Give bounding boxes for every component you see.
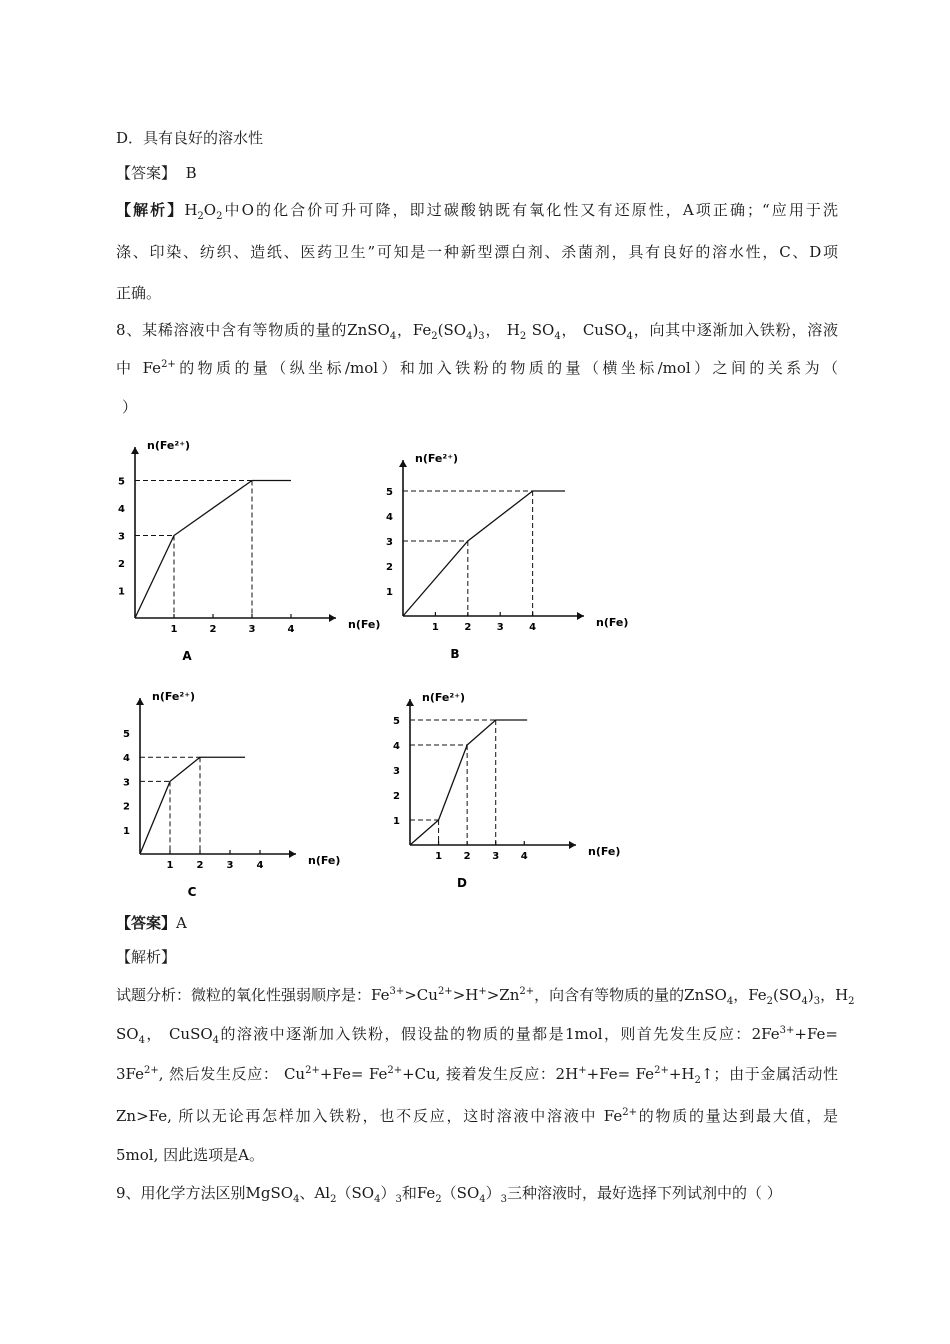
explanation-8-line-5: 5mol, 因此选项是A。 (116, 1146, 264, 1164)
explanation-7-line-1: 【解析】$H_2O_2$中O的化合价可升可降，即过碳酸钠既有氧化性又有还原性，A项正确；“应用于洗 (116, 201, 838, 222)
y-tick-label: 4 (123, 753, 130, 765)
graph-b (378, 448, 629, 661)
x-tick-label: 2 (463, 851, 471, 862)
data-line (403, 491, 565, 616)
y-tick-label: 3 (123, 777, 130, 789)
y-tick-label: 1 (118, 586, 125, 598)
y-axis-arrow (131, 447, 139, 454)
graph-a (110, 439, 381, 670)
data-line (410, 720, 527, 845)
y-tick-label: 1 (393, 816, 400, 827)
x-tick-label: 4 (256, 860, 264, 871)
y-tick-label: 4 (118, 504, 125, 515)
x-tick-label: 3 (248, 624, 256, 635)
explanation-label: 【解析】 (116, 201, 185, 219)
y-axis-arrow (406, 699, 414, 706)
option-d: D．具有良好的溶水性 (116, 129, 264, 147)
y-axis-label: n(Fe²⁺) (422, 691, 466, 704)
question-9: 9、用化学方法区别MgSO$_4$、$Al_2(SO_4)_3$和$Fe_2(SO_4)_3$三种溶液时，最好选择下列试剂中的（ ） (116, 1184, 782, 1205)
graph-title: A (182, 649, 192, 663)
explanation-7-line-2: 涤、印染、纺织、造纸、医药卫生”可知是一种新型漂白剂、杀菌剂，具有良好的溶水性，C、D项 (116, 243, 838, 261)
x-tick-label: 4 (520, 851, 528, 862)
answer-label: 【答案】 (116, 914, 177, 932)
y-axis-label: n(Fe²⁺) (147, 439, 191, 452)
y-tick-label: 5 (386, 487, 393, 498)
y-tick-label: 2 (118, 559, 125, 570)
question-8-line-1: 8、某稀溶液中含有等物质的量的ZnSO$_4$，$Fe_2(SO_4)_3$， $H_2$ $SO_4$， CuSO$_4$，向其中逐渐加入铁粉，溶液 (116, 321, 839, 342)
question-8-line-3: ） (122, 398, 138, 416)
y-tick-label: 2 (123, 801, 130, 813)
y-tick-label: 2 (386, 562, 393, 573)
explanation-8-line-4: Zn>Fe, 所以无论再怎样加入铁粉，也不反应，这时溶液中溶液中 $Fe^{2+}$的物质的量达到最大值，是 (116, 1107, 838, 1125)
data-line (140, 757, 245, 854)
x-axis-arrow (569, 841, 576, 849)
x-tick-label: 4 (529, 622, 537, 633)
x-axis-arrow (329, 614, 336, 622)
question-8-line-2: 中 $Fe^{2+}$的物质的量（纵坐标/mol）和加入铁粉的物质的量（横坐标/mol）之间的关系为（ (116, 359, 839, 377)
x-tick-label: 2 (464, 622, 472, 633)
graph-d (380, 680, 620, 890)
graph-c (110, 688, 350, 898)
x-tick-label: 2 (196, 860, 204, 871)
y-axis-label: n(Fe²⁺) (152, 690, 196, 703)
explanation-8-label: 【解析】 (116, 948, 177, 966)
y-tick-label: 1 (386, 587, 393, 598)
x-tick-label: 3 (226, 860, 234, 871)
y-tick-label: 4 (393, 741, 400, 752)
x-tick-label: 1 (166, 860, 174, 871)
y-tick-label: 1 (123, 825, 130, 837)
y-axis-arrow (136, 698, 144, 705)
x-tick-label: 1 (431, 622, 439, 633)
x-axis-arrow (289, 850, 296, 858)
x-tick-label: 1 (170, 624, 178, 635)
y-tick-label: 5 (393, 716, 400, 727)
explanation-8-line-2: $SO_4$， CuSO$_4$的溶液中逐渐加入铁粉，假设盐的物质的量都是1mol，则首先发生反应：$2Fe^{3+}+Fe=$ (116, 1025, 838, 1046)
x-tick-label: 3 (492, 851, 500, 862)
y-axis-label: n(Fe²⁺) (415, 452, 459, 465)
y-tick-label: 3 (118, 531, 125, 543)
answer-label: 【答案】 (116, 164, 177, 182)
x-tick-label: 1 (435, 851, 443, 862)
explanation-8-line-3: $3Fe^{2+}$, 然后发生反应： $Cu^{2+}+Fe= Fe^{2+}+Cu$, 接着发生反应：$2H^++Fe= Fe^{2+}+H_2↑$；由于金属活动性 (116, 1065, 838, 1086)
answer-8 (116, 913, 187, 933)
x-axis-label: n(Fe) (596, 616, 629, 629)
y-tick-label: 2 (393, 791, 400, 802)
y-tick-label: 5 (123, 729, 130, 741)
explanation-8-line-1: 试题分析：微粒的氧化性强弱顺序是：$Fe^{3+}>Cu^{2+}>H^+>Zn^{2+}$，向含有等物质的量的ZnSO$_4$，$Fe_2(SO_4)_3$，$H_2$ (116, 986, 855, 1007)
x-tick-label: 3 (496, 622, 504, 633)
graph-title: C (187, 885, 197, 899)
answer-7 (116, 163, 197, 183)
graph-title: B (450, 647, 460, 661)
x-axis-arrow (577, 612, 584, 620)
answer-value: B (185, 164, 197, 182)
y-tick-label: 4 (386, 512, 393, 523)
explanation-7-line-3: 正确。 (116, 284, 162, 302)
y-axis-arrow (399, 460, 407, 467)
data-line (135, 481, 291, 619)
y-tick-label: 3 (386, 537, 393, 548)
y-tick-label: 3 (393, 766, 400, 777)
y-tick-label: 5 (118, 476, 125, 488)
answer-value: A (176, 914, 187, 932)
x-axis-label: n(Fe) (308, 854, 341, 867)
x-axis-label: n(Fe) (588, 845, 621, 858)
x-axis-label: n(Fe) (348, 618, 381, 631)
graph-title: D (457, 876, 467, 890)
x-tick-label: 2 (209, 624, 217, 635)
x-tick-label: 4 (287, 624, 295, 635)
